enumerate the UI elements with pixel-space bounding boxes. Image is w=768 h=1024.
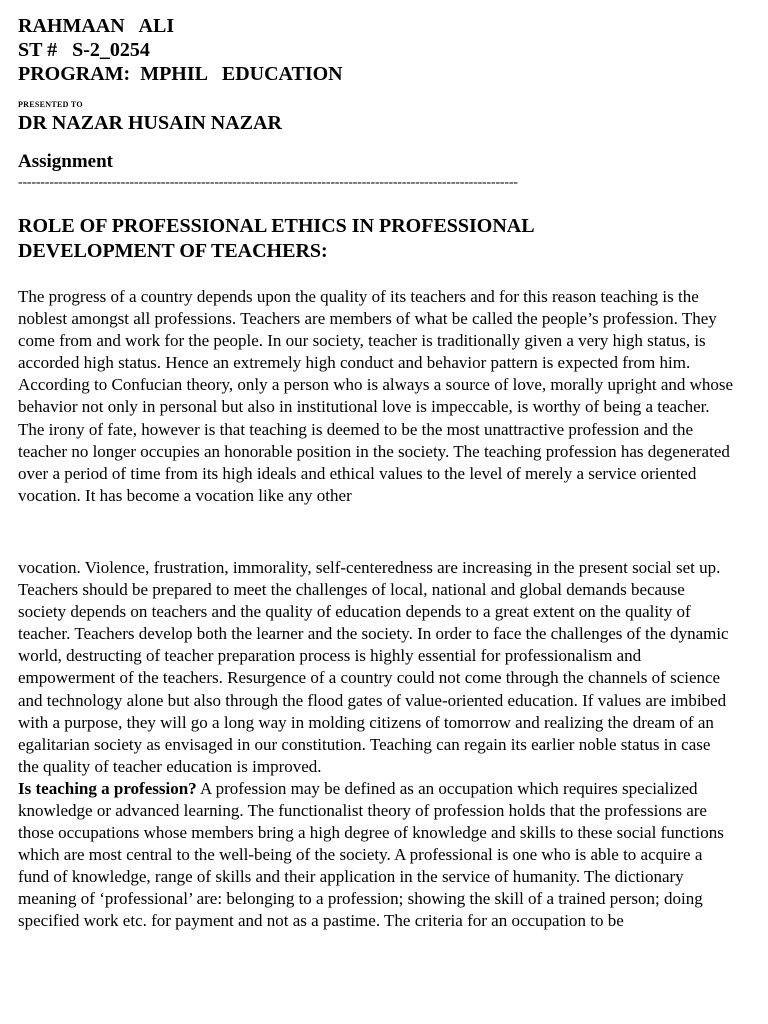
paragraph-2: The irony of fate, however is that teaching is deemed to be the most unattractive profession and the teacher no longer occupies an honorable position in the society. The teaching profession has degenerated over a period of time from its high ideals and ethical values to the level of merely a service oriented vocation. It has become a vocation like any other xyxy=(18,419,730,505)
student-number: ST # S-2_0254 xyxy=(18,39,150,61)
assignment-label: Assignment xyxy=(18,151,114,172)
student-name: RAHMAAN ALI xyxy=(18,15,175,37)
document-page xyxy=(18,14,738,933)
paragraph-1: The progress of a country depends upon the quality of its teachers and for this reason teaching is the noblest amongst all professions. Teachers are members of what be called the people’s profession. They come from and work for the people. In our society, teacher is traditionally given a very high status, is accorded high status. Hence an extremely high conduct and behavior pattern is expected from him. According to Confucian theory, only a person who is always a source of love, morally upright and whose behavior not only in personal but also in institutional love is impeccable, is worthy of being a teacher. xyxy=(18,287,734,417)
document-title xyxy=(18,214,738,264)
page-gap xyxy=(18,507,734,557)
program: PROGRAM: MPHIL EDUCATION xyxy=(18,63,343,85)
divider-rule: ---------------------------------------------------------------------------------------------------------------- xyxy=(18,176,518,190)
paragraph-4 xyxy=(18,778,734,933)
document-body xyxy=(18,286,734,933)
paragraph-4-heading: Is teaching a profession? xyxy=(18,778,197,798)
presented-to-label: PRESENTED TO xyxy=(18,100,83,109)
title-line-1: ROLE OF PROFESSIONAL ETHICS IN PROFESSIONAL xyxy=(18,215,535,237)
paragraph-4-text: A profession may be defined as an occupation which requires specialized knowledge or advanced learning. The functionalist theory of profession holds that the professions are those occupations whose members bring a high degree of knowledge and skills to these social functions which are most central to the well-being of the society. A professional is one who is able to acquire a fund of knowledge, range of skills and their application in the service of humanity. The dictionary meaning of ‘professional’ are: belonging to a profession; showing the skill of a trained person; doing specified work etc. for payment and not as a pastime. The criteria for an occupation to be xyxy=(18,778,724,931)
paragraph-3: vocation. Violence, frustration, immorality, self-centeredness are increasing in the present social set up. Teachers should be prepared to meet the challenges of local, national and global demands because society depends on teachers and the quality of education depends to a great extent on the quality of teacher. Teachers develop both the learner and the society. In order to face the challenges of the dynamic world, destructing of teacher preparation process is highly essential for professionalism and empowerment of the teachers. Resurgence of a country could not come through the channels of science and technology alone but also through the flood gates of value-oriented education. If values are imbibed with a purpose, they will go a long way in molding citizens of tomorrow and realizing the dream of an egalitarian society as envisaged in our constitution. Teaching can regain its earlier noble status in case the quality of teacher education is improved. xyxy=(18,557,729,776)
professor-name: DR NAZAR HUSAIN NAZAR xyxy=(18,112,282,134)
title-line-2: DEVELOPMENT OF TEACHERS: xyxy=(18,240,328,262)
